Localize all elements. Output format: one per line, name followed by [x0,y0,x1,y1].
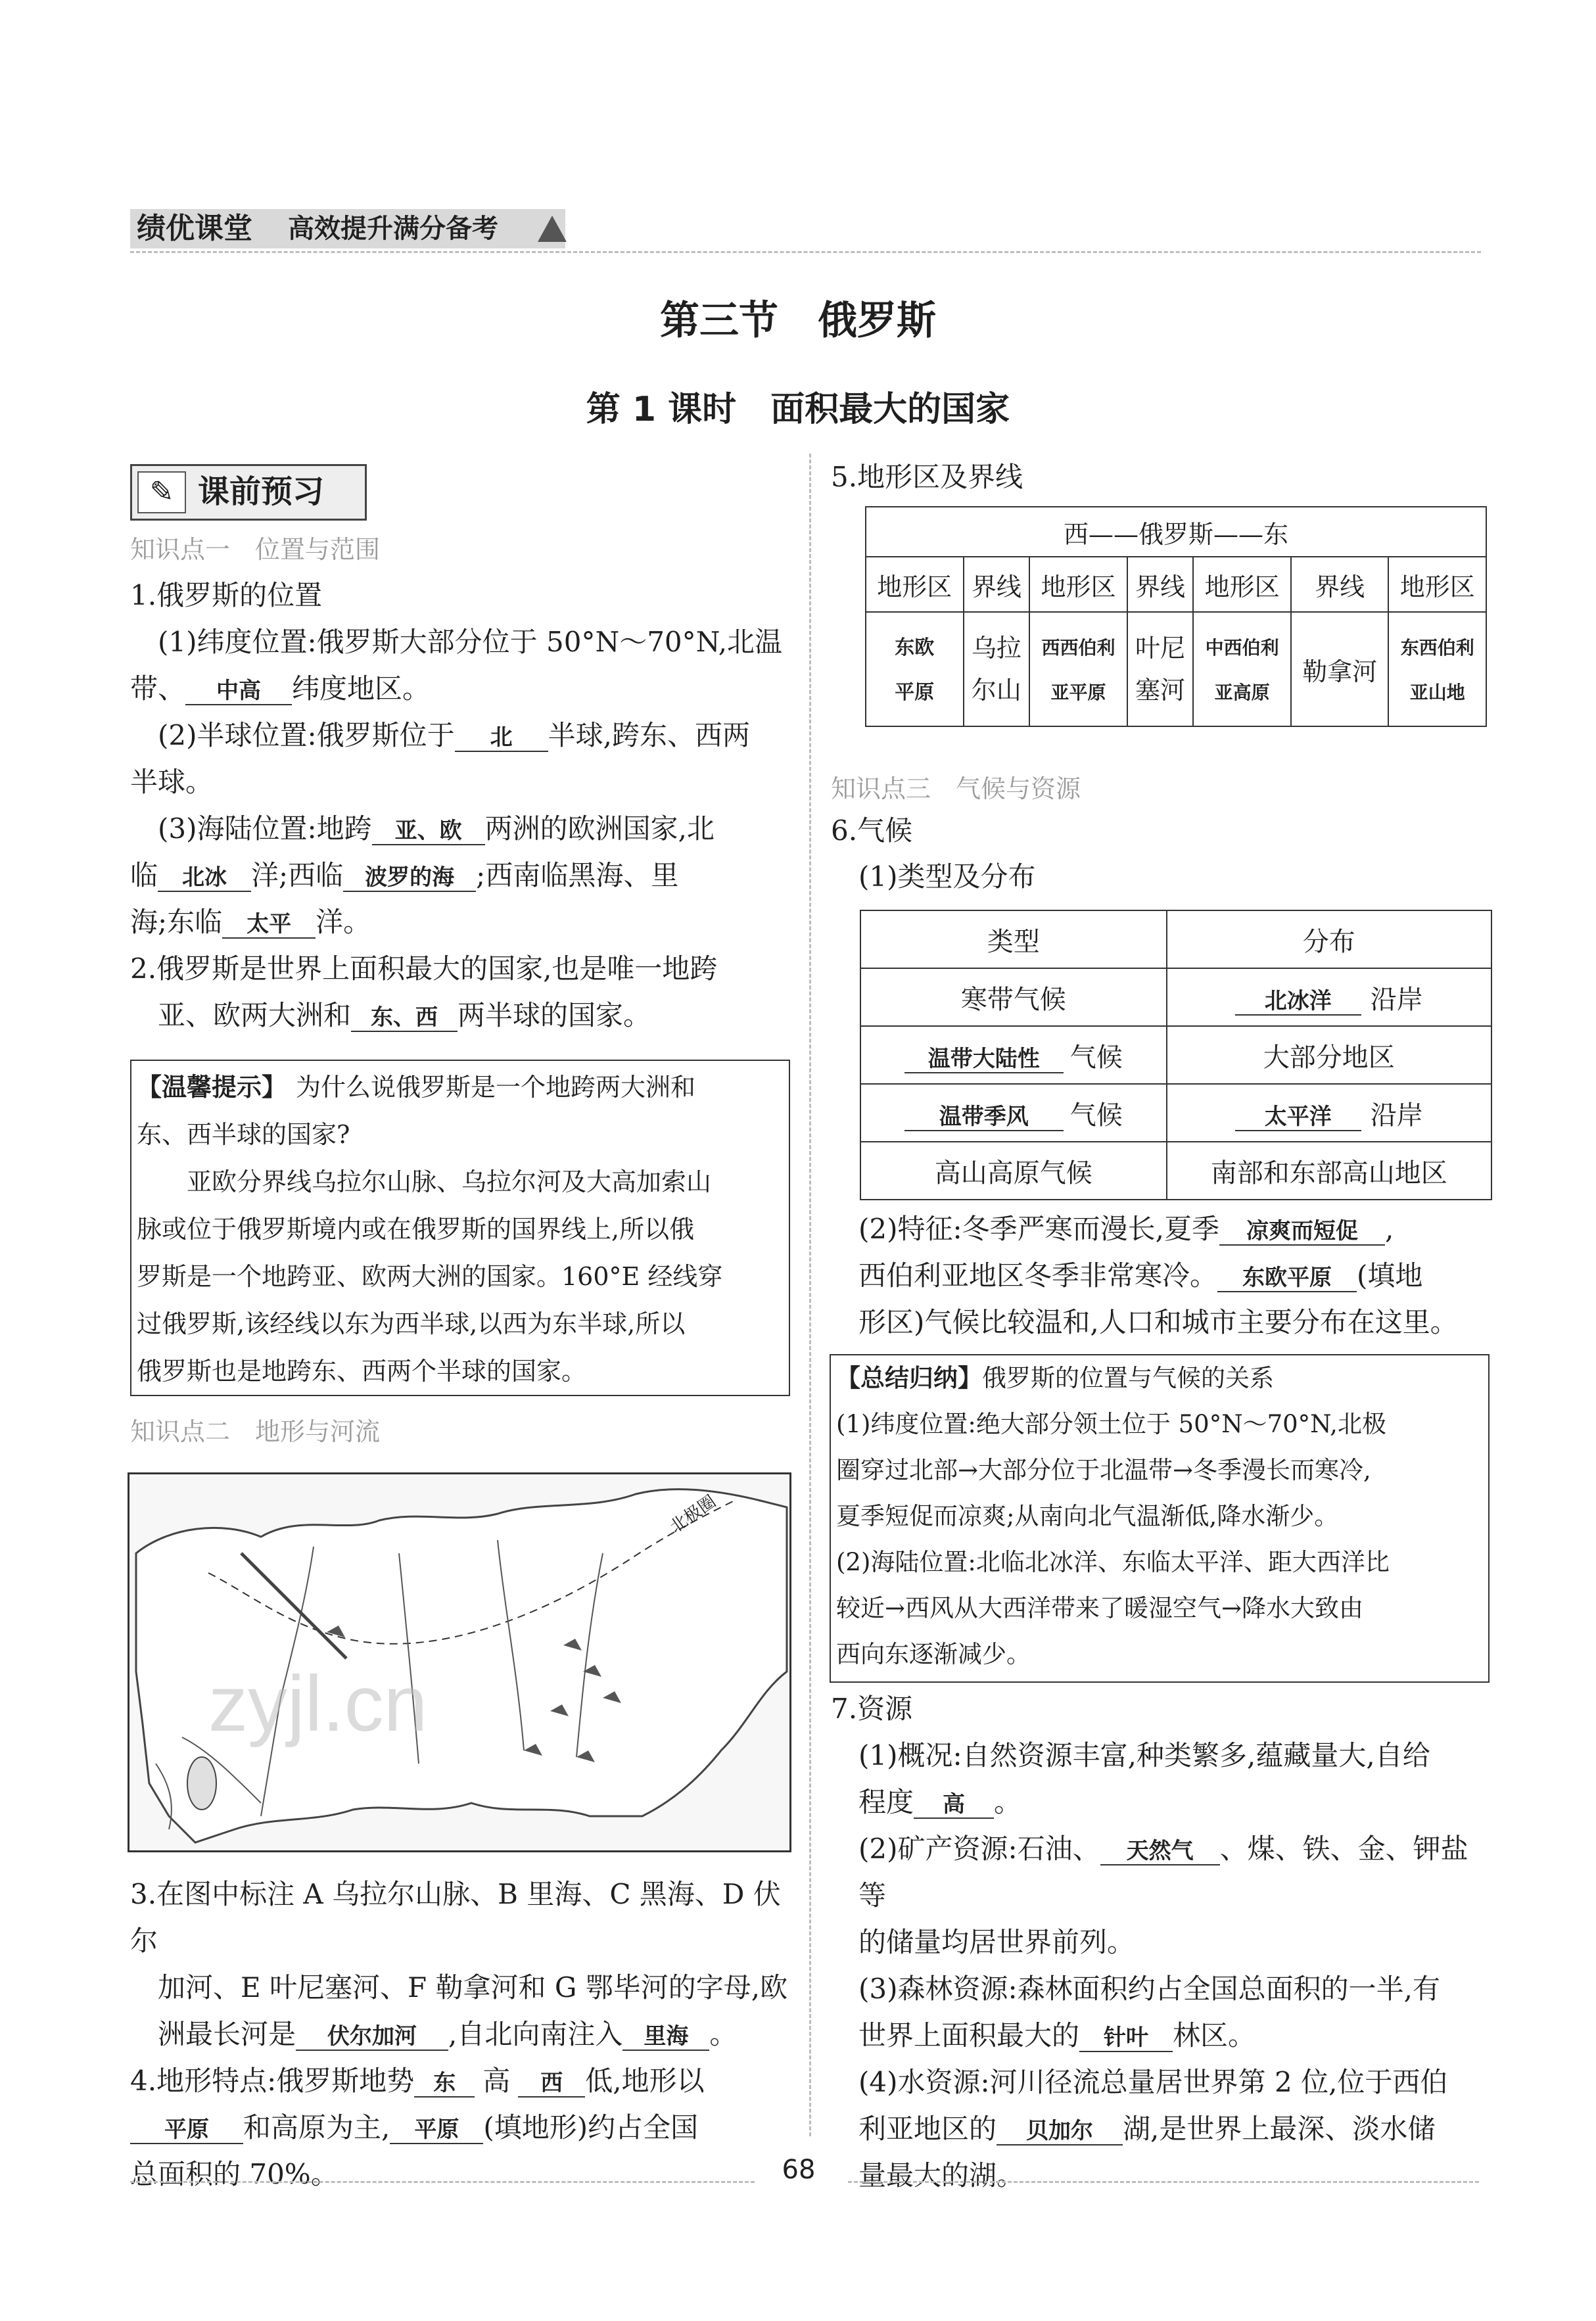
page-subtitle: 第 1 课时 面积最大的国家 [586,390,1010,429]
cell-landform-2: 西西伯利 亚平原 [1029,612,1127,726]
climate-col-type: 类型 [860,910,1167,968]
q7-line6: 世界上面积最大的 针叶 林区。 [858,2019,1256,2051]
q7-line4: 的储量均居世界前列。 [858,1926,1135,1958]
q3-line2: 加河、E 叶尼塞河、F 勒拿河和 G 鄂毕河的字母,欧 [158,1971,788,2004]
summary-line-2: 圈穿过北部→大部分位于北温带→冬季漫长而寒冷, [836,1456,1371,1484]
q1-line1: (1)纬度位置:俄罗斯大部分位于 50°N～70°N,北温 [158,626,783,658]
q1-line6: 临 北冰 洋;西临 波罗的海 ;西南临黑海、里 [130,859,679,891]
summary-line-1: (1)纬度位置:绝大部分领土位于 50°N～70°N,北极 [836,1410,1386,1438]
answer-main-landform: 平原 [130,2117,243,2144]
col-header-3: 地形区 [1029,557,1127,612]
q1-line4: 半球。 [130,766,214,798]
landform-table-header: 西——俄罗斯——东 [866,507,1486,557]
answer-west-sea: 波罗的海 [343,865,476,892]
triangle-icon [538,216,567,242]
summary-title: 【总结归纳】俄罗斯的位置与气候的关系 [836,1364,1274,1392]
header-divider [130,251,1481,253]
watermark: zyjl.cn [208,1660,428,1748]
col-header-6: 界线 [1291,557,1389,612]
q4-line2: 平原 和高原为主, 平原 (填地形)约占全国 [130,2104,794,2151]
climate-type-2: 温带大陆性 气候 [860,1026,1167,1084]
tip-line-5: 俄罗斯也是地跨东、西两个半球的国家。 [137,1357,587,1386]
q7-block [831,1685,1495,2199]
q3-q4-block [130,1871,794,2197]
answer-low-side: 西 [518,2071,585,2098]
tip-question: 【温馨提示】 为什么说俄罗斯是一个地跨两大洲和 [137,1073,696,1102]
header-brand: 绩优课堂 [137,212,252,245]
q4-line3: 总面积的 70%。 [130,2158,339,2190]
kp1-heading: 知识点一 位置与范围 [130,535,381,564]
tip-line-2: 脉或位于俄罗斯境内或在俄罗斯的国界线上,所以俄 [137,1215,695,1244]
tip-line-4: 过俄罗斯,该经线以东为西半球,以西为东半球,所以 [137,1309,686,1338]
col-header-2: 界线 [964,557,1030,612]
summary-line-6: 西向东逐渐减少。 [836,1640,1031,1668]
cell-boundary-3: 勒拿河 [1291,612,1389,726]
tip-line-3: 罗斯是一个地跨亚、欧两大洲的国家。160°E 经线穿 [137,1262,723,1291]
arctic-circle-label: 北极圈 [666,1491,720,1537]
answer-landform-70: 平原 [390,2117,483,2144]
page-number: 68 [782,2155,816,2185]
q7-title: 7.资源 [831,1693,913,1725]
answer-hemispheres: 东、西 [351,1005,458,1032]
climate-type-1: 寒带气候 [860,968,1167,1026]
q3-line3: 洲最长河是 伏尔加河 ,自北向南注入 里海 。 [158,2018,738,2050]
answer-continents: 亚、欧 [372,818,485,845]
answer-zone: 中高 [185,678,292,705]
answer-summer: 凉爽而短促 [1219,1219,1385,1246]
climate-table [860,910,1492,1200]
climate-type-4: 高山高原气候 [860,1142,1167,1200]
q7-line2: 程度 高 。 [858,1786,1022,1818]
answer-forest: 针叶 [1079,2025,1173,2052]
q6-sub1: (1)类型及分布 [858,860,1036,893]
q5-title: 5.地形区及界线 [831,461,1023,493]
summary-line-3: 夏季短促而凉爽;从南向北气温渐低,降水渐少。 [836,1502,1339,1530]
kp2-heading: 知识点二 地形与河流 [130,1417,381,1446]
cell-landform-1: 东欧 平原 [866,612,964,726]
climate-dist-2: 大部分地区 [1167,1026,1491,1084]
tip-question-2: 东、西半球的国家? [137,1120,350,1149]
answer-mild-region: 东欧平原 [1217,1265,1357,1292]
summary-box [830,1354,1490,1683]
answer-self-sufficiency: 高 [914,1792,994,1819]
page-title: 第三节 俄罗斯 [660,298,936,344]
pencil-icon: ✎ [137,471,186,513]
q6-feature-line3: 形区)气候比较温和,人口和城市主要分布在这里。 [858,1306,1458,1338]
answer-north-sea: 北冰 [158,865,251,892]
map-graphic [129,1474,789,1850]
answer-hemisphere: 北 [455,725,548,752]
col-header-1: 地形区 [866,557,964,612]
landform-table [865,506,1487,727]
climate-dist-1: 北冰洋 沿岸 [1167,968,1491,1026]
q6-feature-line1: (2)特征:冬季严寒而漫长,夏季 凉爽而短促 , [858,1213,1394,1245]
q4-line1: 4.地形特点:俄罗斯地势 东 高 西 低,地形以 [130,2065,705,2097]
q1-line2: 带、 中高 纬度地区。 [130,672,431,705]
q2-line2: 亚、欧两大洲和 东、西 两半球的国家。 [158,999,651,1031]
russia-map [128,1472,791,1852]
col-header-4: 界线 [1127,557,1194,612]
answer-high-side: 东 [414,2071,475,2098]
column-divider [809,454,811,2136]
q7-line3: (2)矿产资源:石油、 天然气 、煤、铁、金、钾盐等 [858,1833,1468,1911]
q7-line1: (1)概况:自然资源丰富,种类繁多,蕴藏量大,自给 [858,1739,1430,1771]
climate-type-3: 温带季风 气候 [860,1084,1167,1142]
q3-line1: 3.在图中标注 A 乌拉尔山脉、B 里海、C 黑海、D 伏尔 [130,1878,781,1957]
answer-mineral: 天然气 [1100,1839,1220,1865]
footer-rule-left [130,2181,755,2183]
q7-line9: 量最大的湖。 [858,2159,1025,2192]
header-slogan: 高效提升满分备考 [288,214,498,244]
col-header-7: 地形区 [1388,557,1486,612]
tip-line-1: 亚欧分界线乌拉尔山脉、乌拉尔河及大高加索山 [187,1167,712,1196]
q1-line5: (3)海陆位置:地跨 亚、欧 两洲的欧洲国家,北 [158,812,715,845]
q6-title: 6.气候 [831,814,913,847]
climate-col-dist: 分布 [1167,910,1491,968]
q6-feature-line2: 西伯利亚地区冬季非常寒冷。 东欧平原 (填地 [858,1259,1423,1292]
climate-dist-3: 太平洋 沿岸 [1167,1084,1491,1142]
preview-label: 课前预习 [198,473,325,510]
climate-dist-4: 南部和东部高山地区 [1167,1142,1491,1200]
answer-lake: 贝加尔 [997,2119,1123,2145]
summary-line-4: (2)海陆位置:北临北冰洋、东临太平洋、距大西洋比 [836,1548,1390,1576]
cell-landform-4: 东西伯利 亚山地 [1388,612,1486,726]
q1-block [130,572,794,1039]
cell-landform-3: 中西伯利 亚高原 [1193,612,1291,726]
q7-line7: (4)水资源:河川径流总量居世界第 2 位,位于西伯 [858,2066,1448,2098]
preview-badge [130,464,367,521]
cell-boundary-2: 叶尼 塞河 [1127,612,1194,726]
tip-box [130,1060,790,1396]
q1-line3: (2)半球位置:俄罗斯位于 北 半球,跨东、西两 [158,719,751,751]
q2-line1: 2.俄罗斯是世界上面积最大的国家,也是唯一地跨 [130,952,718,985]
answer-longest-river: 伏尔加河 [296,2024,448,2051]
q6-features [858,1206,1496,1346]
footer-rule-right [848,2181,1479,2183]
q1-title: 1.俄罗斯的位置 [130,579,323,611]
summary-line-5: 较近→西风从大西洋带来了暖湿空气→降水大致由 [836,1594,1364,1622]
answer-east-ocean: 太平 [222,912,316,939]
col-header-5: 地形区 [1193,557,1291,612]
answer-river-mouth: 里海 [622,2024,709,2051]
kp3-heading: 知识点三 气候与资源 [831,774,1081,803]
q7-line5: (3)森林资源:森林面积约占全国总面积的一半,有 [858,1973,1440,2005]
q7-line8: 利亚地区的 贝加尔 湖,是世界上最深、淡水储 [858,2113,1436,2145]
q1-line7: 海;东临 太平 洋。 [130,906,371,938]
cell-boundary-1: 乌拉 尔山 [964,612,1030,726]
